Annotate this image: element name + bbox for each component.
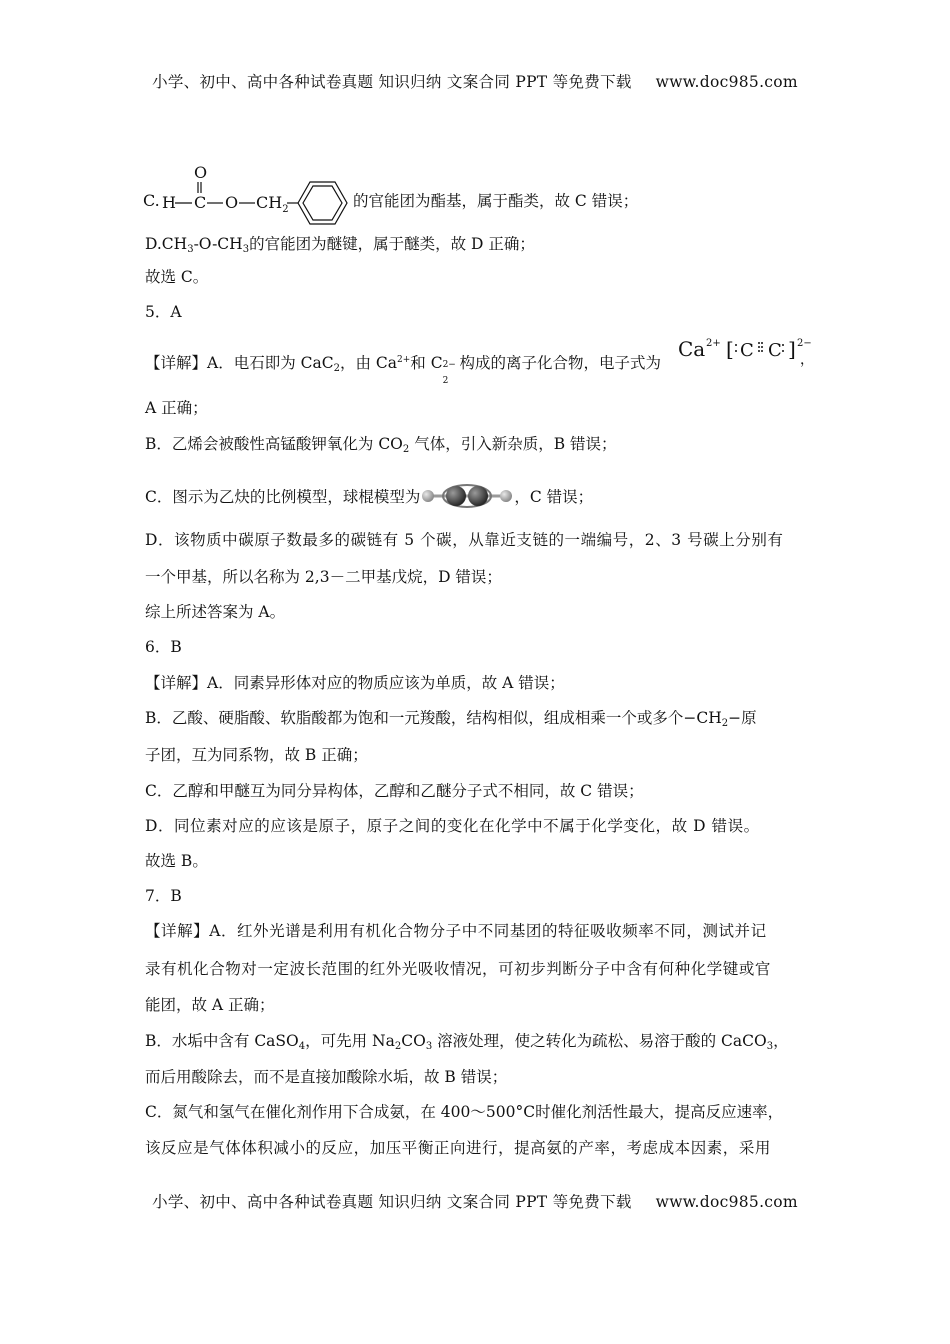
answer-5d-2: 一个甲基，所以名称为 2,3－二甲基戊烷，D 错误； bbox=[145, 568, 502, 586]
answer-7a-2: 录有机化合物对一定波长范围的红外光吸收情况，可初步判断分子中含有何种化学键或官 bbox=[145, 960, 771, 978]
formula-charge: 2− bbox=[797, 338, 812, 349]
header-text: 小学、初中、高中各种试卷真题 知识归纳 文案合同 PPT 等免费下载 bbox=[152, 73, 632, 91]
formula-bracket-close: ] bbox=[788, 337, 796, 361]
question-6-answer: 6．B bbox=[145, 638, 182, 656]
answer-7b-2: 而后用酸除去，而不是直接加酸除水垢，故 B 错误； bbox=[145, 1068, 508, 1086]
option-c-prefix: C. bbox=[143, 191, 160, 210]
answer-5d-1: D．该物质中碳原子数最多的碳链有 5 个碳，从靠近支链的一端编号，2、3 号碳上分别有 bbox=[145, 531, 784, 549]
footer-site: www.doc985.com bbox=[655, 1193, 798, 1211]
answer-6c: C．乙醇和甲醚互为同分异构体，乙醇和乙醚分子式不相同，故 C 错误； bbox=[145, 782, 644, 800]
answer-6-conclusion: 故选 B。 bbox=[145, 852, 208, 870]
header-site: www.doc985.com bbox=[655, 73, 798, 91]
question-7-answer: 7．B bbox=[145, 887, 182, 905]
answer-5a: 【详解】A．电石即为 CaC$_2$，由 $Ca^{2+}$和 C 2− 2 构成的离子化合物，电子式为 bbox=[145, 354, 662, 386]
group-ch2: $CH_2$ bbox=[256, 193, 289, 215]
answer-7c-2: 该反应是气体体积减小的反应，加压平衡正向进行，提高氨的产率，考虑成本因素，采用 bbox=[145, 1139, 771, 1157]
acetylene-ball-stick-model bbox=[420, 481, 514, 511]
formula-ca-charge: 2+ bbox=[706, 338, 721, 349]
answer-5-conclusion: 综上所述答案为 A。 bbox=[145, 603, 286, 621]
answer-4d: $D.CH_3-O-CH_3$的官能团为醚键，属于醚类，故 D 正确； bbox=[145, 235, 535, 255]
formula-bracket-open: [ bbox=[726, 337, 734, 361]
answer-7b-1: B．水垢中含有 CaSO$_4$，可先用 $Na_2CO_3$ 溶液处理，使之转化为疏松、易溶于酸的 CaCO$_3$， bbox=[145, 1032, 789, 1052]
atom-h: H bbox=[162, 193, 176, 212]
atom-o-carbonyl: O bbox=[194, 164, 208, 182]
page-footer bbox=[0, 1190, 950, 1212]
atom-o-ether: O bbox=[225, 193, 239, 212]
answer-6b-2: 子团，互为同系物，故 B 正确； bbox=[145, 746, 368, 764]
answer-5c: C．图示为乙炔的比例模型，球棍模型为 ，C 错误； bbox=[145, 481, 593, 511]
formula-c2: C bbox=[768, 340, 782, 361]
answer-6a: 【详解】A．同素异形体对应的物质应该为单质，故 A 错误； bbox=[145, 674, 565, 692]
answer-7a-3: 能团，故 A 正确； bbox=[145, 996, 275, 1014]
atom-c: C bbox=[194, 193, 207, 212]
answer-4-conclusion: 故选 C。 bbox=[145, 268, 209, 286]
answer-4c-line bbox=[145, 164, 638, 228]
electron-formula-cac2 bbox=[676, 334, 816, 370]
footer-text: 小学、初中、高中各种试卷真题 知识归纳 文案合同 PPT 等免费下载 bbox=[152, 1193, 632, 1211]
answer-7a-1: 【详解】A．红外光谱是利用有机化合物分子中不同基团的特征吸收频率不同，测试并记 bbox=[145, 922, 767, 940]
answer-6b-1: B．乙酸、硬脂酸、软脂酸都为饱和一元羧酸，结构相似，组成相乘一个或多个$-CH_2-$原 bbox=[145, 709, 757, 729]
answer-7c-1: C．氮气和氢气在催化剂作用下合成氨，在 400～500°C时催化剂活性最大，提高反应速率， bbox=[145, 1103, 784, 1121]
page-header bbox=[0, 70, 950, 92]
ester-structure-diagram bbox=[143, 164, 353, 228]
formula-c1: C bbox=[740, 340, 754, 361]
answer-6d: D．同位素对应的应该是原子，原子之间的变化在化学中不属于化学变化，故 D 错误。 bbox=[145, 817, 760, 835]
answer-5a-end: A 正确； bbox=[145, 399, 208, 417]
formula-comma: ， bbox=[800, 352, 814, 368]
option-c-text: 的官能团为酯基，属于酯类，故 C 错误； bbox=[353, 192, 639, 210]
formula-ca: Ca bbox=[678, 337, 706, 361]
answer-5b: B．乙烯会被酸性高锰酸钾氧化为 $CO_2$ 气体，引入新杂质，B 错误； bbox=[145, 435, 617, 455]
question-5-answer: 5．A bbox=[145, 303, 182, 321]
